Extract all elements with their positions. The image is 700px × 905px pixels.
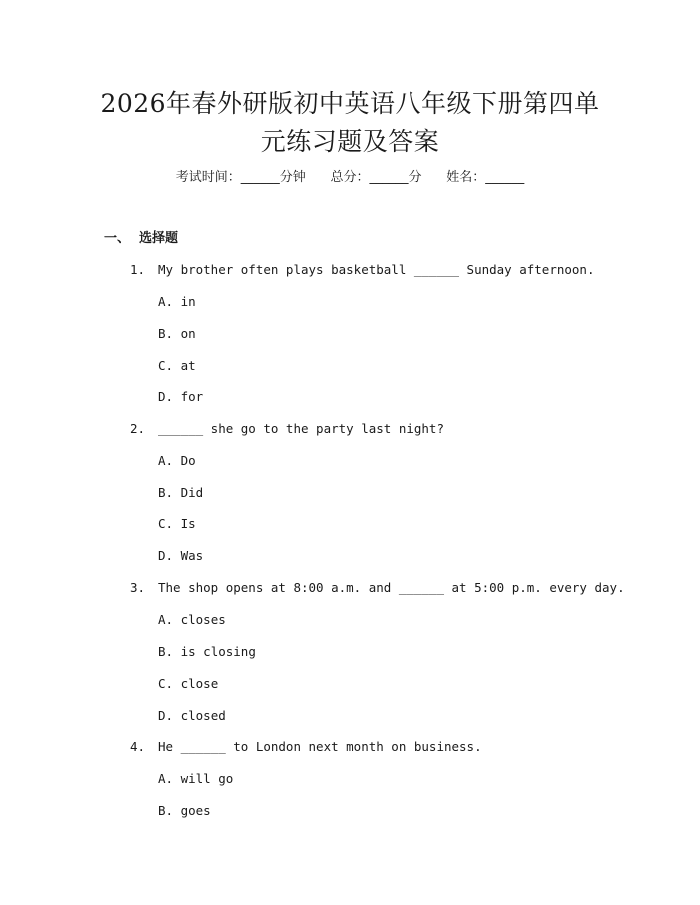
option-text: goes xyxy=(180,803,211,818)
document-title-line-2: 元练习题及答案 xyxy=(260,127,440,156)
option-letter: A. xyxy=(158,771,174,786)
option-letter: A. xyxy=(158,294,174,309)
option-text: closed xyxy=(180,708,226,723)
option-letter: C. xyxy=(158,676,174,691)
option-letter: C. xyxy=(158,358,174,373)
document-title-line-1: 2026年春外研版初中英语八年级下册第四单 xyxy=(100,89,600,118)
option-item xyxy=(158,483,203,503)
option-text: Was xyxy=(180,548,204,563)
option-letter: B. xyxy=(158,485,174,500)
question-number: 3. xyxy=(130,580,146,595)
question-number: 4. xyxy=(130,739,146,754)
option-item xyxy=(158,387,203,407)
option-text: Do xyxy=(180,453,196,468)
option-item xyxy=(158,451,196,471)
option-text: close xyxy=(180,676,219,691)
option-item xyxy=(158,769,233,789)
section-heading-multiple-choice: 一、 选择题 xyxy=(104,231,179,246)
exam-info-line: 考试时间：______分钟 总分：______分 姓名：______ xyxy=(175,170,525,185)
option-item xyxy=(158,610,226,630)
question-text: My brother often plays basketball ______ Sunday afternoon. xyxy=(158,262,595,277)
option-letter: A. xyxy=(158,453,174,468)
option-text: for xyxy=(180,389,204,404)
option-letter: B. xyxy=(158,326,174,341)
option-text: on xyxy=(180,326,196,341)
question-text: He ______ to London next month on business. xyxy=(158,739,482,754)
option-text: at xyxy=(180,358,196,373)
option-item xyxy=(158,801,211,821)
option-item xyxy=(158,356,196,376)
question-number: 2. xyxy=(130,421,146,436)
option-item xyxy=(158,514,196,534)
option-letter: D. xyxy=(158,389,174,404)
option-letter: D. xyxy=(158,708,174,723)
option-text: in xyxy=(180,294,196,309)
option-letter: B. xyxy=(158,803,174,818)
option-text: is closing xyxy=(180,644,256,659)
option-item xyxy=(158,674,218,694)
option-text: Is xyxy=(180,516,196,531)
option-item xyxy=(158,546,203,566)
option-letter: A. xyxy=(158,612,174,627)
option-letter: C. xyxy=(158,516,174,531)
option-text: will go xyxy=(180,771,234,786)
option-text: closes xyxy=(180,612,226,627)
option-item xyxy=(158,292,196,312)
option-item xyxy=(158,706,226,726)
question-number: 1. xyxy=(130,262,146,277)
option-item xyxy=(158,324,196,344)
option-letter: B. xyxy=(158,644,174,659)
option-letter: D. xyxy=(158,548,174,563)
question-text: The shop opens at 8:00 a.m. and ______ at 5:00 p.m. every day. xyxy=(158,580,625,595)
question-text: ______ she go to the party last night? xyxy=(158,421,444,436)
option-text: Did xyxy=(180,485,204,500)
option-item xyxy=(158,642,256,662)
